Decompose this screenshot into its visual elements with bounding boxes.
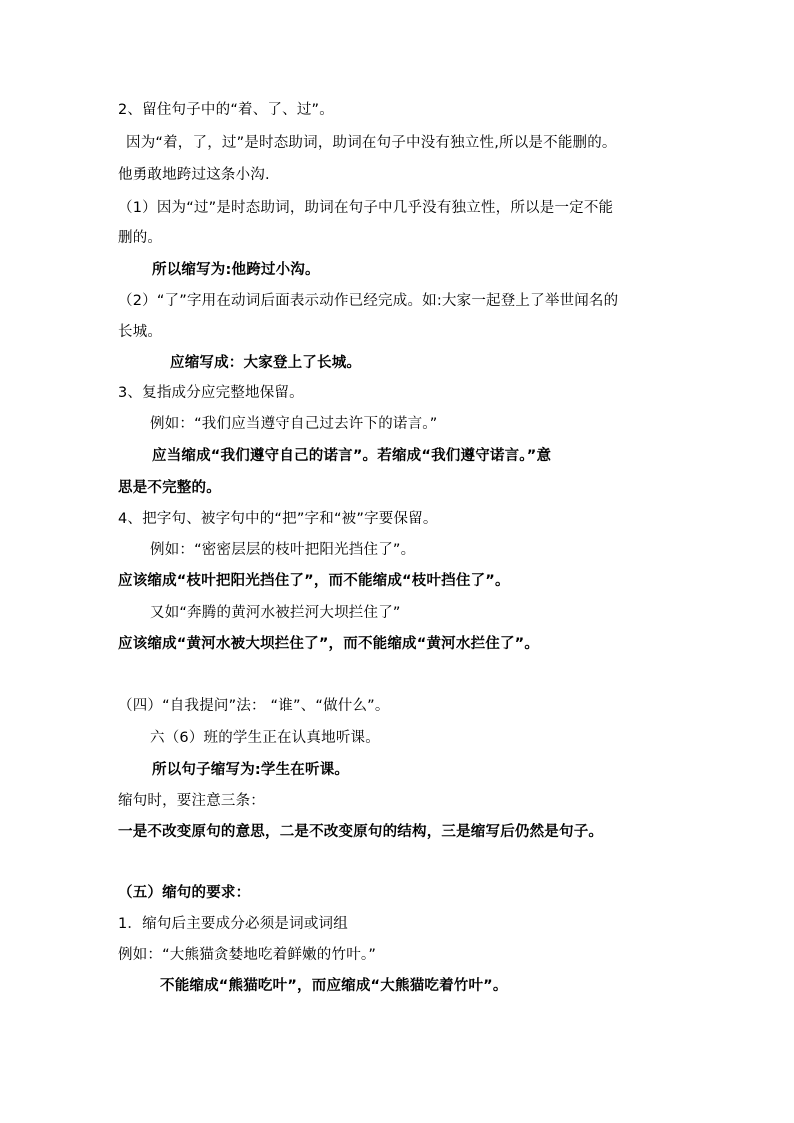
answer-line: 应缩写成：大家登上了长城。: [170, 355, 362, 371]
requirement-item: 1．缩句后主要成分必须是词或词组: [118, 916, 348, 932]
section-heading-appositive: 3、复指成分应完整地保留。: [118, 385, 304, 401]
answer-line-cont: 思是不完整的。: [118, 480, 221, 496]
paragraph-le-explanation: （2）“了”字用在动词后面表示动作已经完成。如:大家一起登上了举世闻名的: [118, 293, 619, 309]
section-heading-self-question: （四）“自我提问”法： “谁”、“做什么”。: [118, 698, 390, 714]
paragraph-guo-reason: （1）因为“过”是时态助词，助词在句子中几乎没有独立性，所以是一定不能: [118, 200, 614, 216]
paragraph-particles-reason: 因为“着，了，过”是时态助词，助词在句子中没有独立性,所以是不能删的。: [126, 135, 617, 151]
section-heading-keep-particles: 2、留住句子中的“着、了、过”。: [118, 102, 334, 118]
paragraph-three-rules: 一是不改变原句的意思，二是不改变原句的结构，三是缩写后仍然是句子。: [118, 824, 604, 840]
answer-line: 所以缩写为:他跨过小沟。: [152, 262, 320, 278]
answer-line: 不能缩成“熊猫吃叶”，而应缩成“大熊猫吃着竹叶”。: [160, 978, 508, 994]
example-line: 例如：“大熊猫贪婪地吃着鲜嫩的竹叶。”: [118, 947, 377, 963]
example-sentence: 六（6）班的学生正在认真地听课。: [150, 730, 380, 746]
example-line: 例如：“密密层层的枝叶把阳光挡住了”。: [150, 542, 416, 558]
example-line: 又如“奔腾的黄河水被拦河大坝拦住了”: [150, 605, 401, 621]
example-sentence: 他勇敢地跨过这条小沟.: [118, 167, 270, 183]
paragraph-guo-reason-cont: 删的。: [118, 230, 163, 246]
answer-line: 应该缩成“黄河水被大坝拦住了”，而不能缩成“黄河水拦住了”。: [118, 636, 540, 652]
answer-line: 应当缩成“我们遵守自己的诺言”。若缩成“我们遵守诺言。”意: [152, 448, 552, 464]
answer-line: 所以句子缩写为:学生在听课。: [152, 762, 350, 778]
answer-line: 应该缩成“枝叶把阳光挡住了”，而不能缩成“枝叶挡住了”。: [118, 573, 510, 589]
section-heading-requirements: （五）缩句的要求：: [118, 885, 251, 901]
paragraph-le-explanation-cont: 长城。: [118, 324, 163, 340]
section-heading-ba-bei: 4、把字句、被字句中的“把”字和“被”字要保留。: [118, 511, 438, 527]
example-line: 例如：“我们应当遵守自己过去许下的诺言。”: [150, 416, 438, 432]
paragraph-three-rules-intro: 缩句时，要注意三条：: [118, 793, 265, 809]
